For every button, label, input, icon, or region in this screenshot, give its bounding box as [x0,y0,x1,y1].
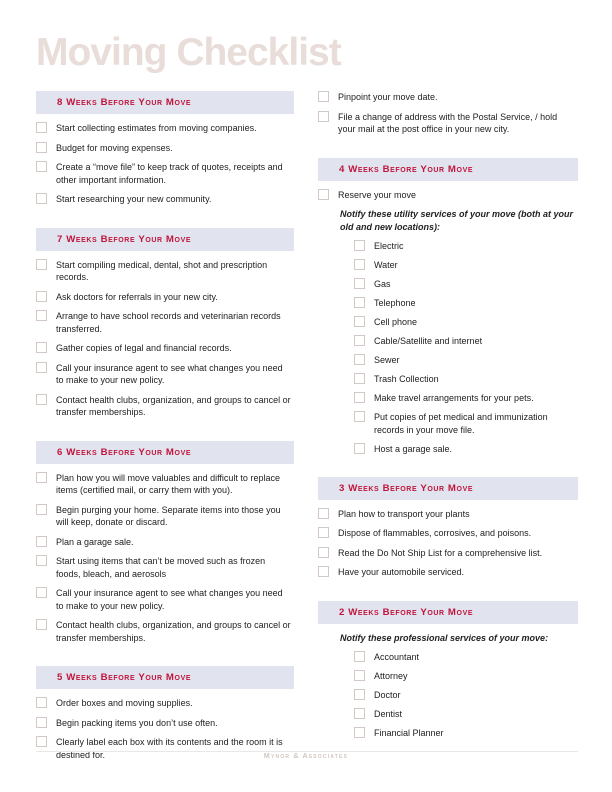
checklist-item[interactable] [318,297,578,310]
checkbox[interactable] [354,651,365,662]
utility-list [318,240,578,455]
checkbox[interactable] [36,291,47,302]
item-label: Gas [374,279,391,289]
checkbox[interactable] [318,566,329,577]
item-label: Ask doctors for referrals in your new city. [56,291,218,302]
checklist-item[interactable] [318,240,578,253]
right-column [318,91,578,746]
checkbox[interactable] [36,142,47,153]
checklist-item[interactable] [36,142,294,155]
checklist-item[interactable] [318,316,578,329]
checkbox[interactable] [36,717,47,728]
checklist-item[interactable] [36,619,294,644]
item-label: Accountant [374,652,420,662]
checklist-item[interactable] [318,727,578,740]
checkbox[interactable] [36,342,47,353]
item-label: Electric [374,241,404,251]
checkbox[interactable] [354,259,365,270]
checkbox[interactable] [36,587,47,598]
checkbox[interactable] [354,689,365,700]
checkbox[interactable] [318,111,329,122]
spacer [318,462,578,477]
checklist-item[interactable] [318,651,578,664]
section-note: Notify these utility services of your move (both at your old and new locations): [340,209,574,232]
item-label: Order boxes and moving supplies. [56,698,193,708]
checklist-item[interactable] [36,342,294,355]
section-heading: 3 Weeks Before Your Move [318,477,578,500]
checklist-item[interactable] [36,555,294,580]
checklist-item[interactable] [318,527,578,540]
item-label: Reserve your move [338,189,417,200]
item-label: File a change of address with the Postal Service, / hold your mail at the post office in your new city. [338,111,558,134]
checkbox[interactable] [36,310,47,321]
checkbox[interactable] [354,727,365,738]
checkbox[interactable] [354,297,365,308]
checklist-item[interactable] [36,122,294,135]
spacer [36,213,294,228]
checkbox[interactable] [354,443,365,454]
item-label: Telephone [374,298,416,308]
checkbox[interactable] [318,547,329,558]
checklist-item[interactable] [318,111,578,136]
item-label: Put copies of pet medical and immunization records in your move file. [374,412,548,435]
checkbox[interactable] [354,240,365,251]
checklist-item[interactable] [36,310,294,335]
item-label: Plan a garage sale. [56,536,134,547]
checklist-item[interactable] [36,717,294,730]
checklist-item[interactable] [318,547,578,560]
item-label: Dentist [374,709,403,719]
item-label: Have your automobile serviced. [338,567,465,577]
checklist-item[interactable] [318,189,578,202]
checklist-item[interactable] [318,508,578,521]
checklist-item[interactable] [318,91,578,104]
checklist-item[interactable] [36,291,294,304]
item-label: Budget for moving expenses. [56,142,173,153]
item-label: Make travel arrangements for your pets. [374,393,534,403]
checkbox[interactable] [36,504,47,515]
spacer [36,426,294,441]
item-label: Financial Planner [374,728,444,738]
item-label: Dispose of flammables, corrosives, and poisons. [338,528,532,538]
item-label: Begin packing items you don’t use often. [56,717,218,728]
item-label: Gather copies of legal and financial records. [56,343,232,353]
checklist-item[interactable] [36,697,294,710]
footer [0,745,612,763]
professional-list [318,651,578,740]
checkbox[interactable] [36,619,47,630]
checklist-item[interactable] [318,443,578,456]
section-heading: 8 Weeks Before Your Move [36,91,294,114]
checkbox[interactable] [36,259,47,270]
spacer [36,651,294,666]
section-heading: 5 Weeks Before Your Move [36,666,294,689]
checkbox[interactable] [36,555,47,566]
item-label: Attorney [374,671,408,681]
item-label: Clearly label each box with its contents and the room it is destined for. [56,737,283,760]
checklist-item[interactable] [318,278,578,291]
checkbox[interactable] [318,527,329,538]
item-label: Start compiling medical, dental, shot and prescription records. [56,259,268,282]
item-label: Start researching your new community. [56,194,212,204]
checklist-item[interactable] [36,587,294,612]
item-label: Begin purging your home. Separate items into those you will keep, donate or discard. [56,504,281,527]
page-title: Moving Checklist [36,31,341,74]
item-label: Call your insurance agent to see what changes you need to make to your new policy. [56,588,283,611]
item-label: Contact health clubs, organization, and groups to cancel or transfer memberships. [56,620,291,643]
item-label: Call your insurance agent to see what changes you need to make to your new policy. [56,362,283,385]
item-label: Trash Collection [374,374,439,384]
checkbox[interactable] [354,670,365,681]
checkbox[interactable] [354,278,365,289]
checkbox[interactable] [354,392,365,403]
item-label: Cell phone [374,317,418,327]
item-label: Water [374,260,398,270]
item-label: Arrange to have school records and veterinarian records transferred. [56,311,281,334]
checkbox[interactable] [36,193,47,204]
item-label: Sewer [374,355,400,365]
checkbox[interactable] [354,316,365,327]
checkbox[interactable] [318,189,329,200]
footer-text: Mynor & Associates [258,753,354,760]
section-heading: 4 Weeks Before Your Move [318,158,578,181]
item-label: Pinpoint your move date. [338,92,438,102]
checklist-item[interactable] [36,259,294,284]
item-label: Start using items that can’t be moved such as frozen foods, bleach, and aerosols [56,556,266,579]
checklist-item[interactable] [318,335,578,348]
checkbox[interactable] [354,708,365,719]
checklist-item[interactable] [318,354,578,367]
checklist-item[interactable] [318,259,578,272]
checkbox[interactable] [318,508,329,519]
checkbox[interactable] [354,373,365,384]
checklist-item[interactable] [318,708,578,721]
checklist-item[interactable] [318,411,578,436]
section-heading: 6 Weeks Before Your Move [36,441,294,464]
checklist-item[interactable] [36,504,294,529]
item-label: Host a garage sale. [374,443,453,454]
checkbox[interactable] [36,697,47,708]
checklist-item[interactable] [318,392,578,405]
checkbox[interactable] [36,536,47,547]
checkbox[interactable] [36,161,47,172]
checklist-item[interactable] [36,472,294,497]
spacer [318,143,578,158]
checkbox[interactable] [354,411,365,422]
checklist-item[interactable] [318,373,578,386]
checkbox[interactable] [36,472,47,483]
checklist-item[interactable] [318,566,578,579]
checkbox[interactable] [36,394,47,405]
section-note: Notify these professional services of your move: [340,632,549,643]
item-label: Cable/Satellite and internet [374,336,483,346]
checklist-item[interactable] [36,536,294,549]
left-column [36,91,294,768]
checklist-item[interactable] [318,689,578,702]
section-heading: 7 Weeks Before Your Move [36,228,294,251]
checkbox[interactable] [354,335,365,346]
checklist-item[interactable] [318,670,578,683]
checkbox[interactable] [318,91,329,102]
checklist-item[interactable] [36,161,294,186]
item-label: Contact health clubs, organization, and groups to cancel or transfer memberships. [56,394,291,417]
checklist-item[interactable] [36,394,294,419]
item-label: Read the Do Not Ship List for a comprehensive list. [338,547,543,558]
checklist-item[interactable] [36,362,294,387]
spacer [318,586,578,601]
checkbox[interactable] [36,362,47,373]
item-label: Plan how to transport your plants [338,508,470,519]
item-label: Create a “move file” to keep track of quotes, receipts and other important information. [56,162,283,185]
checklist [318,508,578,579]
item-label: Plan how you will move valuables and difficult to replace items (certified mail, or carry them with you). [56,472,280,495]
checkbox[interactable] [36,122,47,133]
checkbox[interactable] [354,354,365,365]
item-label: Doctor [374,690,401,700]
item-label: Start collecting estimates from moving companies. [56,123,257,133]
section-heading: 2 Weeks Before Your Move [318,601,578,624]
checklist-item[interactable] [36,193,294,206]
